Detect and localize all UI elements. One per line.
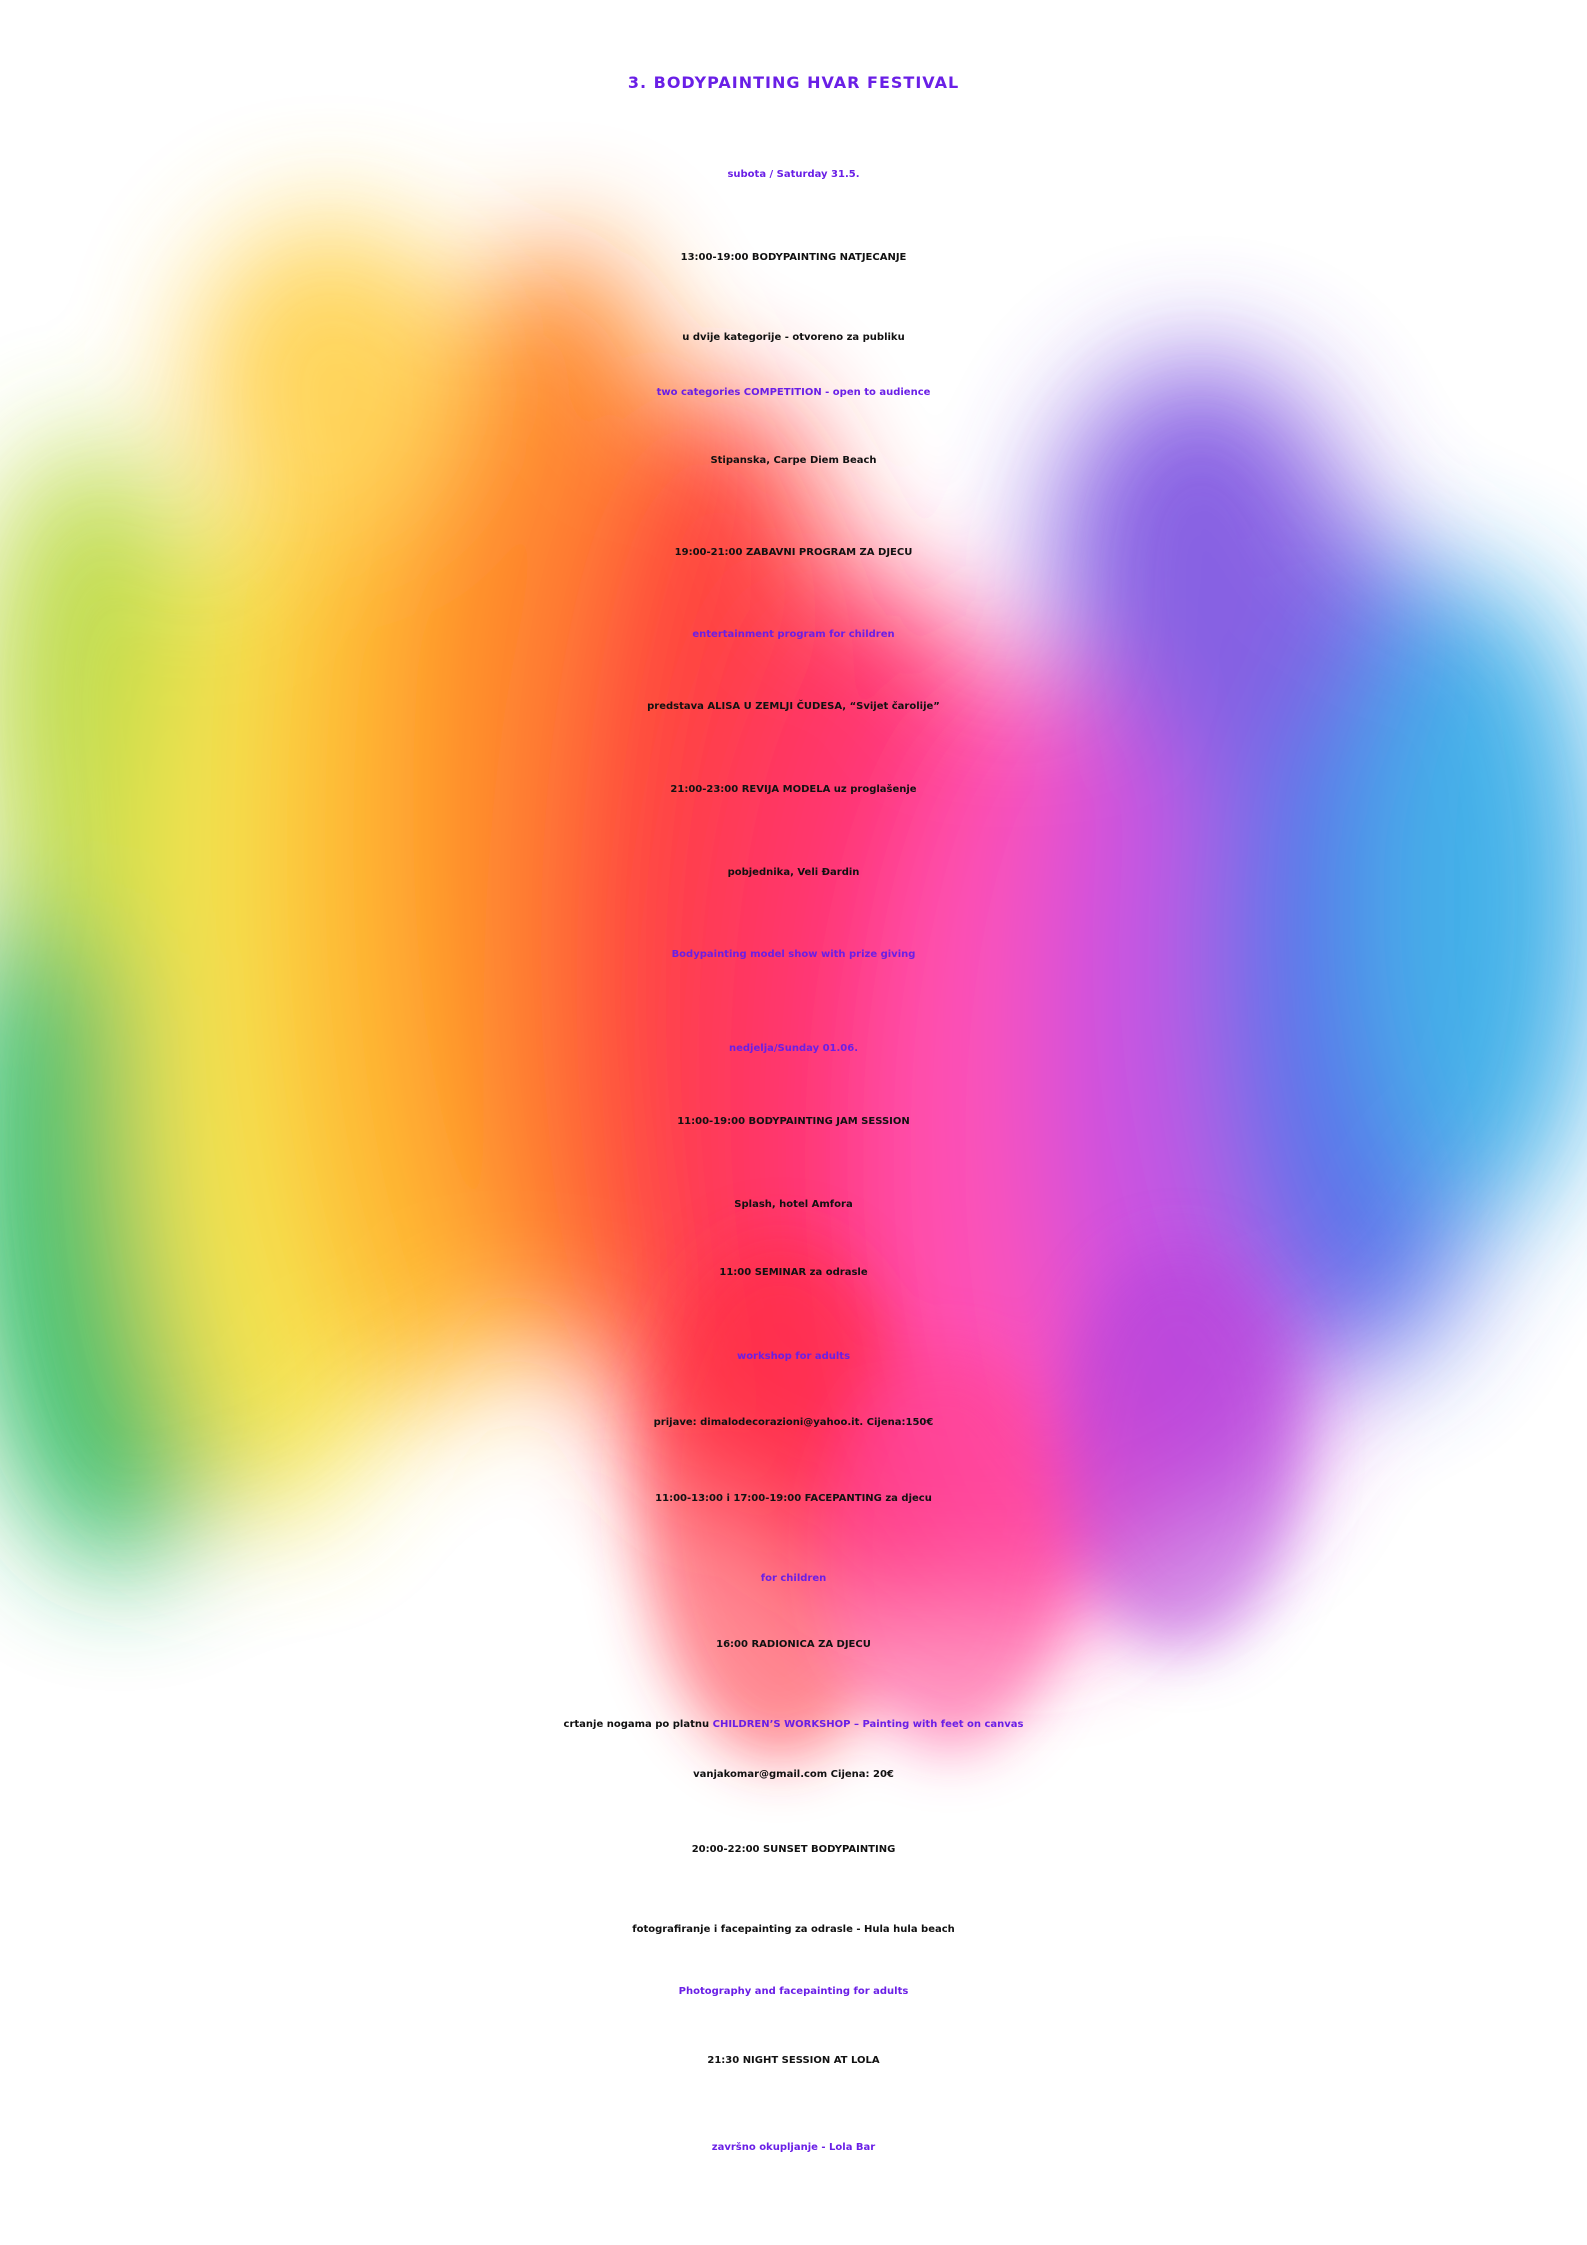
event-heading: 16:00 RADIONICA ZA DJECU bbox=[716, 1639, 871, 1650]
event-english: two categories COMPETITION - open to audience bbox=[656, 387, 931, 398]
event-location: Splash, hotel Amfora bbox=[734, 1199, 853, 1210]
sunday-date: nedjelja/Sunday 01.06. bbox=[729, 1043, 858, 1054]
event-detail: predstava ALISA U ZEMLJI ČUDESA, “Svijet čarolije” bbox=[647, 701, 940, 712]
event-signup: vanjakomar@gmail.com Cijena: 20€ bbox=[693, 1769, 894, 1780]
event-note: crtanje nogama po platnu bbox=[563, 1719, 713, 1730]
event-english: for children bbox=[760, 1573, 827, 1584]
event-note: u dvije kategorije - otvoreno za publiku bbox=[682, 332, 905, 343]
event-heading: 19:00-21:00 ZABAVNI PROGRAM ZA DJECU bbox=[674, 547, 913, 558]
event-heading: 20:00-22:00 SUNSET BODYPAINTING bbox=[691, 1844, 896, 1855]
event-english: Photography and facepainting for adults bbox=[678, 1986, 909, 1997]
event-heading: 21:00-23:00 REVIJA MODELA uz proglašenje bbox=[670, 784, 917, 795]
event-note-line bbox=[0, 1720, 1587, 1730]
event-location: Stipanska, Carpe Diem Beach bbox=[710, 455, 877, 466]
event-signup: prijave: dimalodecorazioni@yahoo.it. Cijena:150€ bbox=[653, 1417, 934, 1428]
event-english: CHILDREN’S WORKSHOP – Painting with feet on canvas bbox=[712, 1719, 1024, 1730]
event-heading-continued: pobjednika, Veli Đardin bbox=[727, 867, 860, 878]
event-note: završno okupljanje - Lola Bar bbox=[711, 2142, 876, 2153]
event-english: workshop for adults bbox=[736, 1351, 851, 1362]
event-heading: 13:00-19:00 BODYPAINTING NATJECANJE bbox=[680, 252, 907, 263]
event-heading: 11:00-13:00 i 17:00-19:00 FACEPANTING za djecu bbox=[655, 1493, 932, 1504]
event-note: fotografiranje i facepainting za odrasle - Hula hula beach bbox=[632, 1924, 955, 1935]
event-english: Bodypainting model show with prize giving bbox=[671, 949, 916, 960]
saturday-date: subota / Saturday 31.5. bbox=[727, 169, 860, 180]
event-heading: 11:00-19:00 BODYPAINTING JAM SESSION bbox=[677, 1116, 910, 1127]
festival-title: 3. BODYPAINTING HVAR FESTIVAL bbox=[627, 73, 960, 92]
event-heading: 11:00 SEMINAR za odrasle bbox=[719, 1267, 868, 1278]
event-heading: 21:30 NIGHT SESSION AT LOLA bbox=[707, 2055, 880, 2066]
event-english: entertainment program for children bbox=[692, 629, 895, 640]
